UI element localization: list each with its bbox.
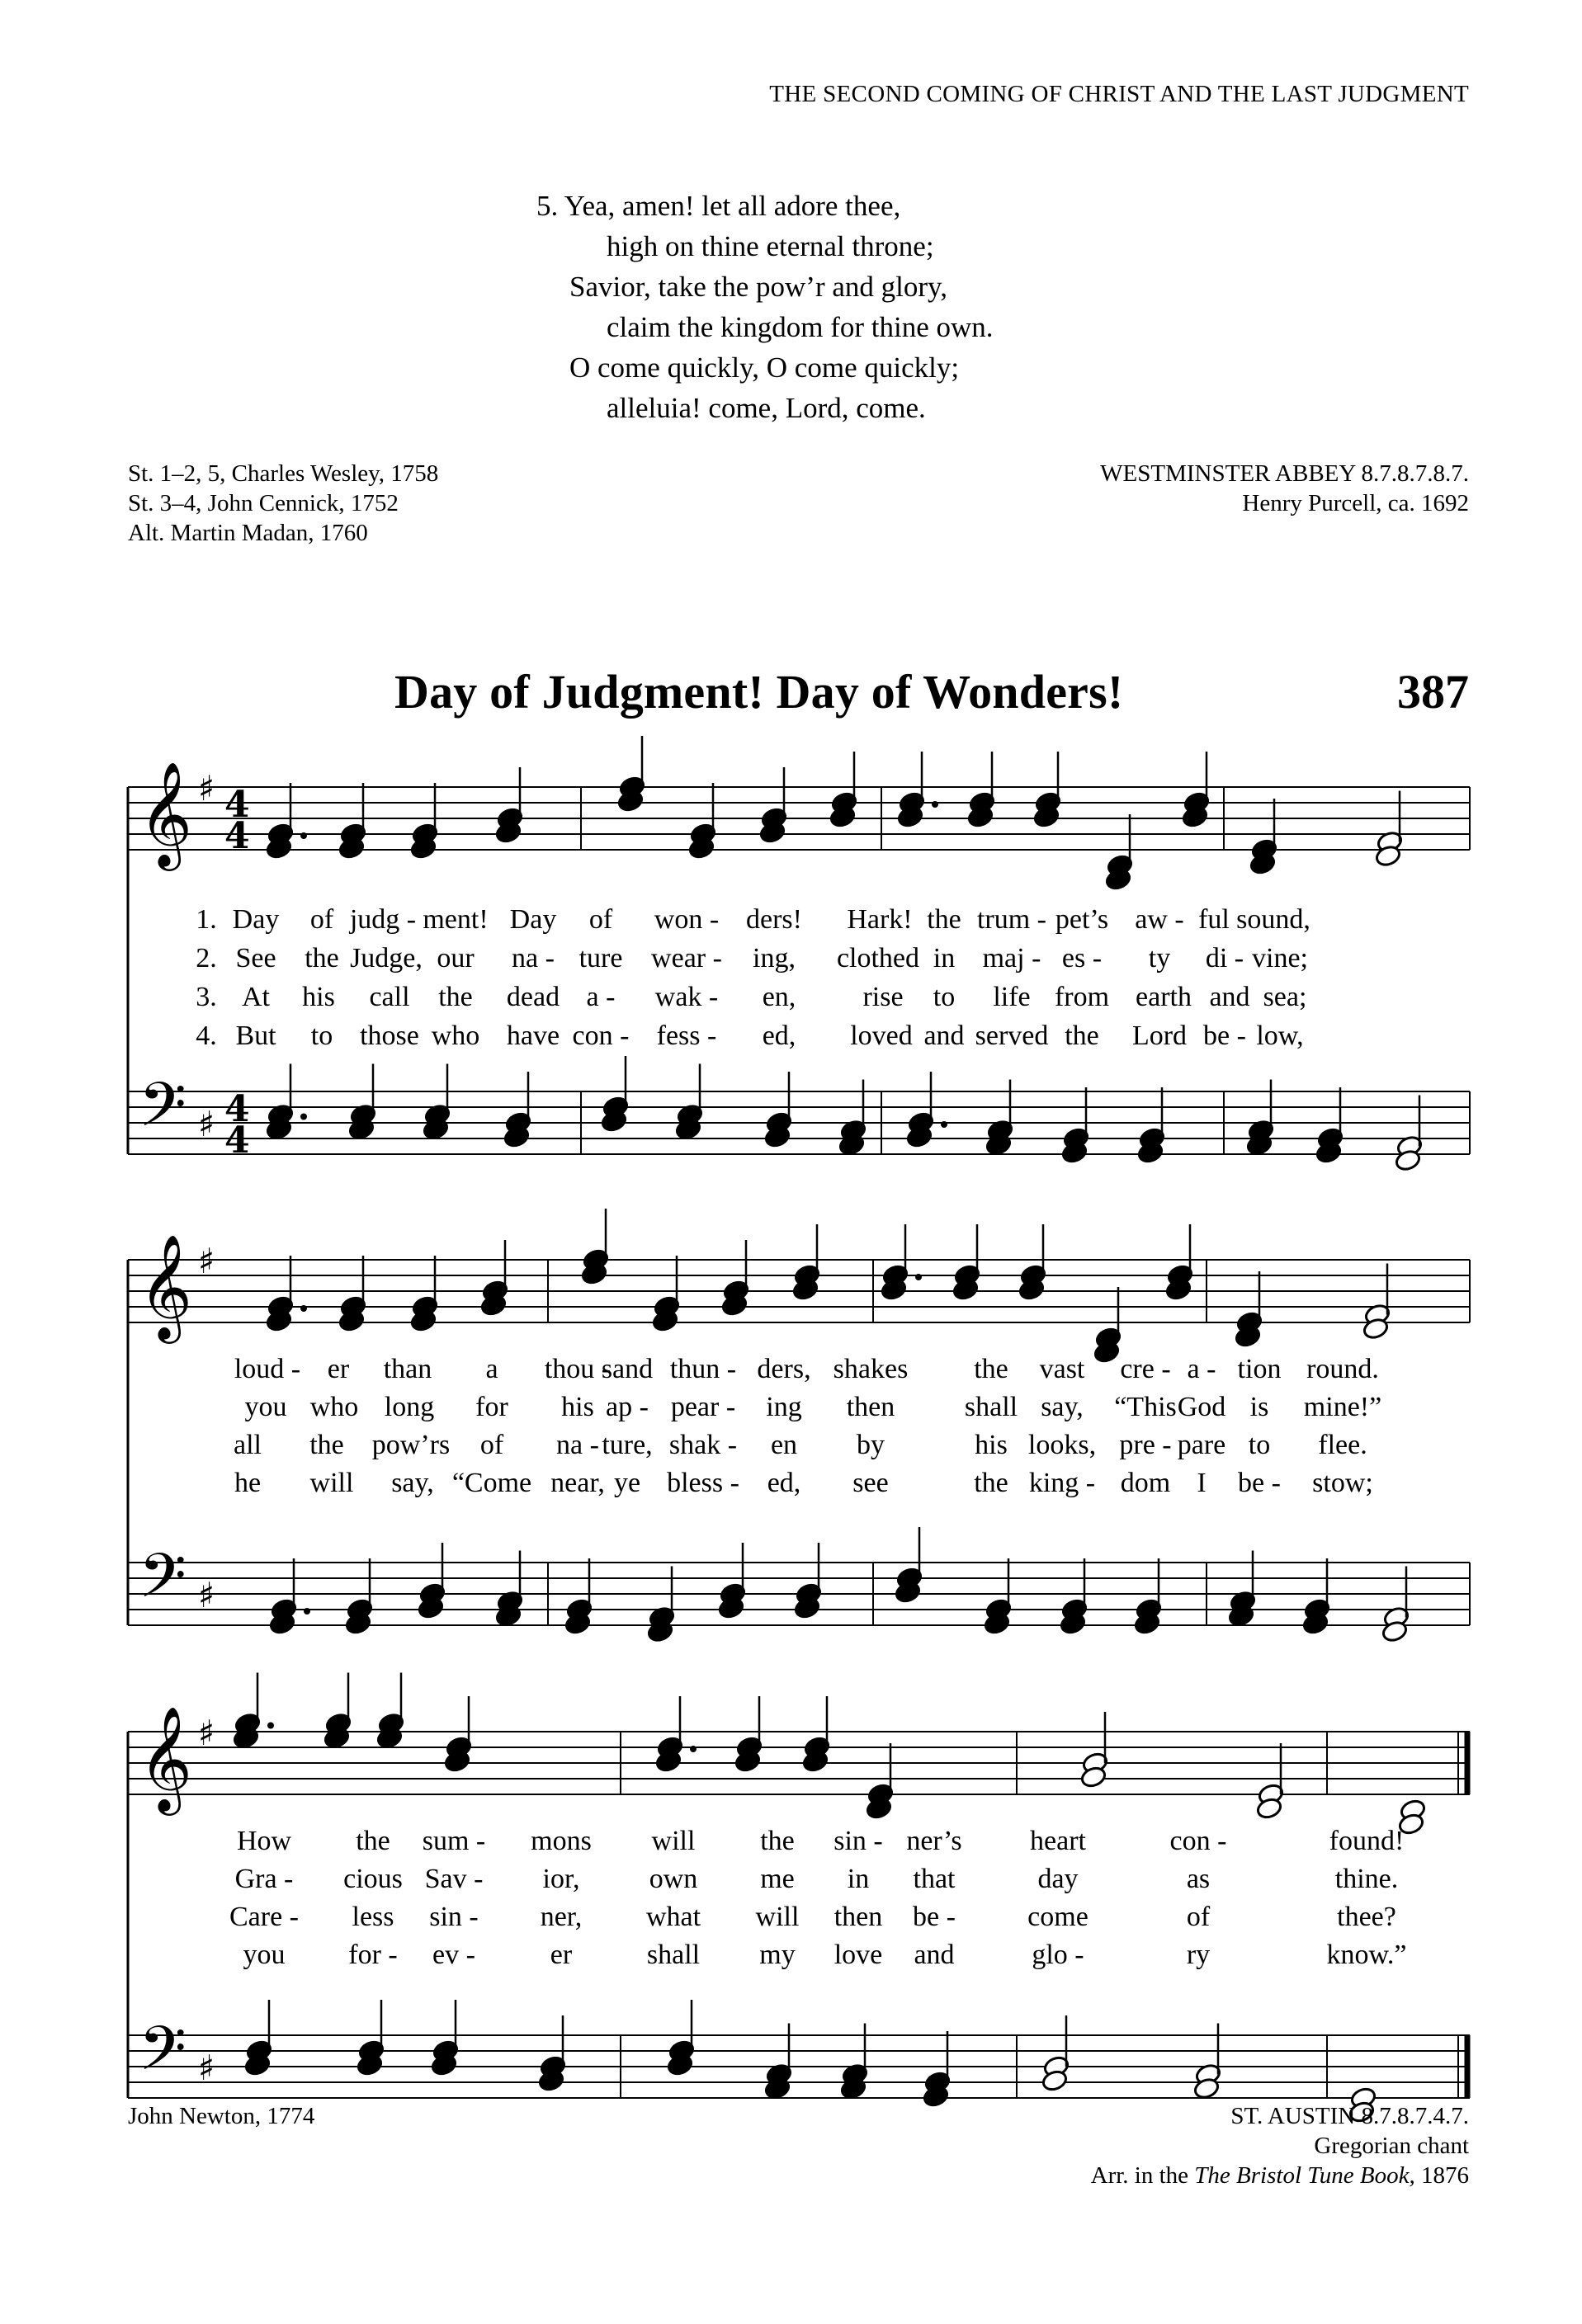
lyric-syllable: tion: [1237, 1354, 1282, 1384]
stanza-line: claim the kingdom for thine own.: [607, 311, 994, 343]
lyric-syllable: those: [360, 1021, 419, 1051]
time-signature-numerator: 4: [224, 784, 250, 826]
lyric-syllable: ture,: [602, 1430, 653, 1460]
lyric-syllable: cious: [343, 1864, 403, 1894]
lyric-syllable: mons: [531, 1826, 592, 1856]
lyric-syllable: judg -: [349, 904, 417, 935]
lyric-syllable: our: [437, 943, 475, 973]
lyric-syllable: At: [242, 982, 270, 1012]
lyric-syllable: Care -: [229, 1902, 300, 1932]
lyric-syllable: thun -: [669, 1354, 737, 1384]
arr-prefix: Arr. in the: [1090, 2162, 1195, 2189]
lyric-syllable: found!: [1329, 1826, 1405, 1856]
treble-clef-icon: 𝄞: [139, 1233, 193, 1339]
lyric-syllable: er: [550, 1940, 573, 1970]
lyric-syllable: clothed: [836, 943, 920, 973]
augmentation-dot: [300, 1114, 307, 1120]
lyric-syllable: less: [352, 1902, 394, 1932]
lyric-syllable: en: [770, 1430, 798, 1460]
hymn-text-credit: [128, 2101, 314, 2131]
sharp-icon: ♯: [198, 1241, 215, 1281]
lyric-syllable: than: [383, 1354, 432, 1384]
lyric-syllable: round.: [1306, 1354, 1379, 1384]
stanza-line: O come quickly, O come quickly;: [569, 351, 960, 384]
lyric-syllable: Judge,: [350, 943, 423, 973]
credit-line: WESTMINSTER ABBEY 8.7.8.7.8.7.: [1100, 460, 1469, 487]
lyric-syllable: from: [1054, 982, 1110, 1012]
lyric-syllable: shall: [646, 1940, 701, 1970]
lyric-syllable: the: [309, 1430, 344, 1460]
treble-clef-icon: 𝄞: [139, 761, 193, 866]
lyric-syllable: thine.: [1334, 1864, 1399, 1894]
lyric-syllable: Day: [232, 904, 280, 935]
lyric-syllable: ap -: [606, 1392, 649, 1422]
lyric-syllable: be -: [1203, 1021, 1246, 1051]
lyric-syllable: Lord: [1131, 1021, 1188, 1051]
lyric-syllable: ing: [766, 1392, 802, 1422]
lyric-syllable: that: [913, 1864, 956, 1894]
lyric-syllable: How: [236, 1826, 292, 1856]
bass-clef-icon: 𝄢: [139, 1069, 187, 1156]
lyric-syllable: vine;: [1252, 943, 1308, 973]
augmentation-dot: [915, 1274, 922, 1280]
lyric-syllable: ior,: [542, 1864, 580, 1894]
lyric-syllable: a -: [1187, 1354, 1216, 1384]
lyric-syllable: cre -: [1120, 1354, 1171, 1384]
lyric-syllable: you: [244, 1392, 287, 1422]
lyric-syllable: pear -: [670, 1392, 736, 1422]
lyric-syllable: di -: [1205, 943, 1244, 973]
lyric-syllable: maj -: [982, 943, 1041, 973]
lyric-syllable: the: [305, 943, 339, 973]
lyric-syllable: ed,: [767, 1468, 801, 1498]
stanza-line: high on thine eternal throne;: [607, 230, 934, 262]
lyric-syllable: his: [975, 1430, 1008, 1460]
lyric-syllable: 1.: [196, 904, 217, 935]
lyric-syllable: sand: [601, 1354, 654, 1384]
lyric-syllable: my: [759, 1940, 796, 1970]
credit-line: Henry Purcell, ca. 1692: [1242, 490, 1469, 516]
lyric-syllable: see: [852, 1468, 889, 1498]
lyric-syllable: Hark!: [847, 904, 913, 935]
lyric-syllable: flee.: [1318, 1430, 1367, 1460]
hymn-title: Day of Judgment! Day of Wonders!: [394, 665, 1124, 719]
lyric-syllable: the: [1065, 1021, 1099, 1051]
lyric-syllable: con -: [572, 1021, 630, 1051]
lyric-syllable: the: [974, 1354, 1008, 1384]
lyric-syllable: by: [857, 1430, 885, 1460]
lyric-syllable: who: [309, 1392, 359, 1422]
lyric-syllable: pow’rs: [371, 1430, 451, 1460]
lyric-syllable: ry: [1186, 1940, 1211, 1970]
sharp-icon: ♯: [198, 1575, 215, 1615]
lyric-syllable: heart: [1030, 1826, 1086, 1856]
lyric-syllable: But: [235, 1021, 276, 1051]
augmentation-dot: [932, 801, 938, 808]
lyric-syllable: en,: [762, 982, 796, 1012]
lyric-syllable: of: [1186, 1902, 1211, 1932]
credit-line: John Newton, 1774: [128, 2103, 315, 2129]
lyric-syllable: I: [1197, 1468, 1207, 1498]
lyric-syllable: loved: [850, 1021, 913, 1051]
lyric-syllable: all: [234, 1430, 262, 1460]
lyric-syllable: wak -: [654, 982, 719, 1012]
augmentation-dot: [690, 1746, 697, 1752]
lyric-syllable: Gra -: [234, 1864, 294, 1894]
lyric-syllable: ed,: [762, 1021, 796, 1051]
lyric-syllable: to: [310, 1021, 333, 1051]
lyric-syllable: dom: [1120, 1468, 1171, 1498]
augmentation-dot: [300, 1305, 307, 1312]
lyric-syllable: 3.: [196, 982, 217, 1012]
bass-clef-icon: 𝄢: [139, 1540, 187, 1627]
lyric-syllable: sea;: [1263, 982, 1307, 1012]
lyric-syllable: ty: [1148, 943, 1171, 973]
arr-source-title: The Bristol Tune Book,: [1194, 2162, 1415, 2189]
lyric-syllable: loud -: [234, 1354, 301, 1384]
stanza-line: 5. Yea, amen! let all adore thee,: [536, 190, 901, 222]
lyric-syllable: glo -: [1032, 1940, 1084, 1970]
lyric-syllable: to: [1248, 1430, 1271, 1460]
running-head: THE SECOND COMING OF CHRIST AND THE LAST JUDGMENT: [769, 81, 1469, 107]
lyric-syllable: shall: [964, 1392, 1018, 1422]
augmentation-dot: [304, 1608, 310, 1615]
lyric-syllable: fess -: [656, 1021, 717, 1051]
lyric-syllable: na -: [512, 943, 555, 973]
lyric-syllable: ders,: [757, 1354, 811, 1384]
lyric-syllable: will: [309, 1468, 354, 1498]
lyric-syllable: shakes: [833, 1354, 909, 1384]
credit-line: [1091, 2161, 1469, 2190]
lyric-syllable: thee?: [1337, 1902, 1396, 1932]
lyric-syllable: stow;: [1312, 1468, 1373, 1498]
stanza-line: alleluia! come, Lord, come.: [607, 392, 926, 424]
lyric-syllable: na -: [556, 1430, 599, 1460]
lyric-syllable: day: [1037, 1864, 1079, 1894]
lyric-syllable: have: [506, 1021, 560, 1051]
lyric-syllable: his: [302, 982, 335, 1012]
lyric-syllable: rise: [862, 982, 904, 1012]
lyric-syllable: ner’s: [906, 1826, 962, 1856]
lyric-syllable: as: [1186, 1864, 1211, 1894]
lyric-syllable: say,: [1041, 1392, 1084, 1422]
sharp-icon: ♯: [198, 1104, 215, 1144]
credit-line: ST. AUSTIN 8.7.8.7.4.7.: [1230, 2103, 1469, 2129]
lyric-syllable: won -: [654, 904, 720, 935]
lyric-syllable: the: [974, 1468, 1008, 1498]
lyric-syllable: “This: [1114, 1392, 1177, 1422]
lyric-syllable: God: [1177, 1392, 1226, 1422]
lyric-syllable: near,: [550, 1468, 605, 1498]
lyric-syllable: ye: [613, 1468, 641, 1498]
lyric-syllable: come: [1027, 1902, 1089, 1932]
lyric-syllable: call: [369, 982, 410, 1012]
lyric-syllable: and: [1209, 982, 1250, 1012]
lyric-syllable: pare: [1177, 1430, 1226, 1460]
lyric-syllable: own: [649, 1864, 698, 1894]
lyric-syllable: looks,: [1027, 1430, 1097, 1460]
lyric-syllable: you: [243, 1940, 286, 1970]
augmentation-dot: [267, 1723, 274, 1729]
lyric-syllable: ment!: [423, 904, 489, 935]
lyric-syllable: be -: [913, 1902, 956, 1932]
lyric-syllable: ders!: [746, 904, 802, 935]
lyric-syllable: the: [927, 904, 961, 935]
lyric-syllable: will: [651, 1826, 696, 1856]
time-signature-numerator: 4: [224, 1088, 250, 1130]
lyric-syllable: be -: [1238, 1468, 1281, 1498]
lyric-syllable: mine!”: [1303, 1392, 1382, 1422]
lyric-syllable: See: [235, 943, 276, 973]
lyric-syllable: dead: [506, 982, 560, 1012]
lyric-syllable: bless -: [667, 1468, 739, 1498]
lyric-syllable: ner,: [540, 1902, 583, 1932]
hymn-number: 387: [1397, 665, 1469, 719]
sharp-icon: ♯: [198, 2048, 215, 2088]
lyric-syllable: what: [645, 1902, 701, 1932]
lyric-syllable: the: [438, 982, 473, 1012]
bass-clef-icon: 𝄢: [139, 2013, 187, 2100]
lyric-syllable: of: [479, 1430, 504, 1460]
time-signature-denominator: 4: [224, 815, 250, 857]
sharp-icon: ♯: [198, 768, 215, 808]
lyric-syllable: the: [356, 1826, 390, 1856]
credit-line: St. 3–4, John Cennick, 1752: [128, 490, 399, 516]
lyric-syllable: ful: [1198, 904, 1230, 935]
lyric-syllable: me: [760, 1864, 795, 1894]
lyric-syllable: of: [588, 904, 613, 935]
lyric-syllable: then: [846, 1392, 895, 1422]
lyric-syllable: of: [309, 904, 334, 935]
lyric-syllable: thou -: [544, 1354, 612, 1384]
lyric-syllable: then: [834, 1902, 883, 1932]
lyric-syllable: sum -: [422, 1826, 486, 1856]
lyric-syllable: aw -: [1135, 904, 1184, 935]
lyric-syllable: love: [834, 1940, 883, 1970]
time-signature-denominator: 4: [224, 1120, 250, 1162]
lyric-syllable: served: [975, 1021, 1049, 1051]
augmentation-dot: [941, 1121, 947, 1128]
lyric-syllable: low,: [1256, 1021, 1304, 1051]
lyric-syllable: er: [327, 1354, 350, 1384]
lyric-syllable: to: [933, 982, 956, 1012]
lyric-syllable: for -: [348, 1940, 398, 1970]
lyric-syllable: in: [933, 943, 956, 973]
lyric-syllable: Day: [509, 904, 557, 935]
lyric-syllable: 4.: [196, 1021, 217, 1051]
lyric-syllable: shak -: [668, 1430, 738, 1460]
lyric-syllable: con -: [1169, 1826, 1227, 1856]
lyric-syllable: is: [1249, 1392, 1269, 1422]
lyric-syllable: sin -: [834, 1826, 883, 1856]
lyric-syllable: pre -: [1119, 1430, 1172, 1460]
lyric-syllable: vast: [1039, 1354, 1085, 1384]
lyric-syllable: king -: [1028, 1468, 1096, 1498]
lyric-syllable: es -: [1061, 943, 1103, 973]
lyric-syllable: life: [993, 982, 1031, 1012]
credit-line: St. 1–2, 5, Charles Wesley, 1758: [128, 460, 439, 487]
lyric-syllable: ev -: [432, 1940, 475, 1970]
lyric-syllable: who: [431, 1021, 480, 1051]
augmentation-dot: [300, 832, 307, 839]
lyric-syllable: pet’s: [1055, 904, 1109, 935]
arr-year: 1876: [1414, 2162, 1469, 2189]
lyric-syllable: his: [561, 1392, 594, 1422]
treble-clef-icon: 𝄞: [139, 1705, 193, 1811]
credit-line: Gregorian chant: [1314, 2133, 1469, 2159]
lyric-syllable: wear -: [651, 943, 722, 973]
lyric-syllable: earth: [1136, 982, 1192, 1012]
lyric-syllable: trum -: [976, 904, 1047, 935]
lyric-syllable: will: [755, 1902, 800, 1932]
lyric-syllable: he: [234, 1468, 262, 1498]
stanza-line: Savior, take the pow’r and glory,: [569, 271, 948, 303]
sharp-icon: ♯: [198, 1713, 215, 1753]
lyric-syllable: “Come: [451, 1468, 532, 1498]
lyric-syllable: sin -: [429, 1902, 479, 1932]
lyric-syllable: long: [384, 1392, 435, 1422]
lyric-syllable: 2.: [196, 943, 217, 973]
lyric-syllable: ing,: [753, 943, 796, 973]
lyric-syllable: say,: [391, 1468, 434, 1498]
lyric-syllable: in: [847, 1864, 870, 1894]
lyric-syllable: for: [475, 1392, 508, 1422]
lyric-syllable: Sav -: [424, 1864, 484, 1894]
lyric-syllable: a -: [586, 982, 616, 1012]
lyric-syllable: know.”: [1326, 1940, 1407, 1970]
lyric-syllable: the: [760, 1826, 795, 1856]
credit-line: Alt. Martin Madan, 1760: [128, 520, 368, 546]
hymn-tune-credits: [1091, 2101, 1469, 2190]
lyric-syllable: sound,: [1236, 904, 1310, 935]
lyric-syllable: and: [914, 1940, 955, 1970]
lyric-syllable: a: [485, 1354, 498, 1384]
lyric-syllable: ture: [578, 943, 623, 973]
lyric-syllable: and: [923, 1021, 965, 1051]
